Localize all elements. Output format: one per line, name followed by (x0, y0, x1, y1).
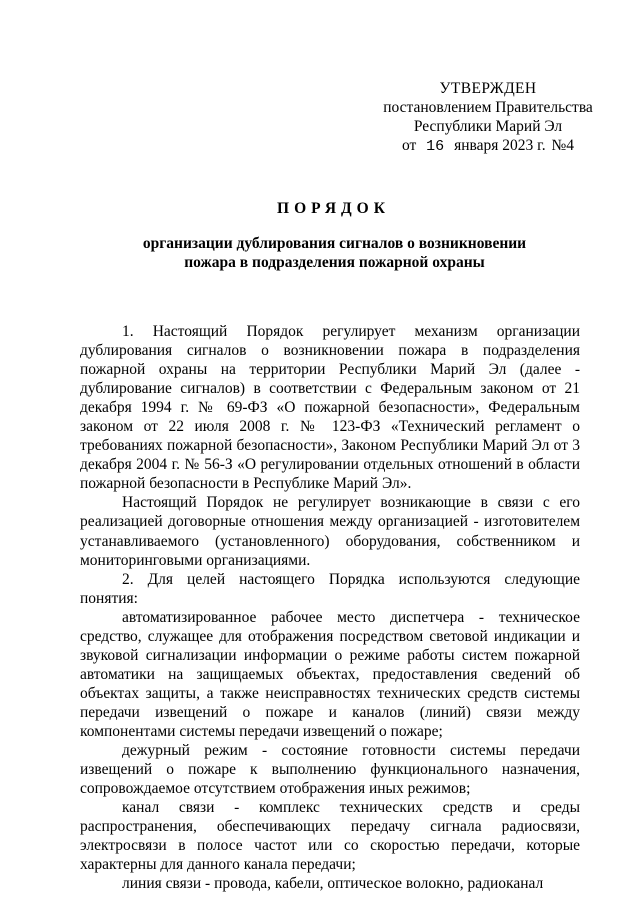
document-subtitle-line-1: организации дублирования сигналов о возникновении (142, 235, 527, 252)
approval-stamp (352, 79, 624, 156)
document-title: ПОРЯДОК (277, 200, 390, 217)
approval-day: 16 (426, 138, 445, 155)
paragraph: Настоящий Порядок не регулирует возникающие в связи с его реализацией договорные отношения между организацией - изготовителем устанавливаемого (установленного) оборудования, собственником и мониторинговыми организациями. (80, 494, 580, 569)
approval-date (352, 136, 624, 156)
paragraph: 2. Для целей настоящего Порядка используются следующие понятия: (80, 570, 580, 607)
paragraph: линия связи - провода, кабели, оптическое волокно, радиоканал (122, 875, 544, 893)
paragraph: 1. Настоящий Порядок регулирует механизм организации дублирования сигналов о возникновении пожара в подразделения пожарной охраны на территории Республики Марий Эл (далее - дублирование сигналов) в соответствии с Федеральным законом от 21 декабря 1994 г. № 69-ФЗ «О пожарной безопасности», Федеральным законом от 22 июля 2008 г. № 123-ФЗ «Технический регламент о требованиях пожарной безопасности», Законом Республики Марий Эл от 3 декабря 2004 г. № 56-З «О регулировании отдельных отношений в области пожарной безопасности в Республике Марий Эл». (80, 323, 580, 493)
approval-number: №4 (551, 137, 575, 154)
document-subtitle (0, 234, 639, 272)
approval-title: УТВЕРЖДЕН (439, 80, 537, 97)
approval-date-prefix: от (401, 137, 417, 154)
paragraph: дежурный режим - состояние готовности системы передачи извещений о пожаре к выполнению функционального назначения, сопровождаемое отсутствием отображения иных режимов; (80, 742, 580, 798)
approval-month-year: января 2023 г. (454, 137, 546, 154)
document-body (80, 322, 580, 893)
paragraph: автоматизированное рабочее место диспетчера - техническое средство, служащее для отображения посредством световой индикации и звуковой сигнализации информации о режиме работы систем пожарной автоматики на защищаемых объектах, предоставления сведений об объектах защиты, а также неисправностях технических средств системы передачи извещений о пожаре и каналов (линий) связи между компонентами системы передачи извещений о пожаре; (80, 608, 580, 740)
approval-line-1: постановлением Правительства (383, 99, 593, 116)
approval-line-2: Республики Марий Эл (413, 118, 563, 135)
document-subtitle-line-2: пожара в подразделения пожарной охраны (184, 254, 485, 271)
paragraph: канал связи - комплекс технических средств и среды распространения, обеспечивающих передачу сигнала радиосвязи, электросвязи в полосе частот или со скоростью передачи, которые характерны для данного канала передачи; (80, 799, 580, 874)
